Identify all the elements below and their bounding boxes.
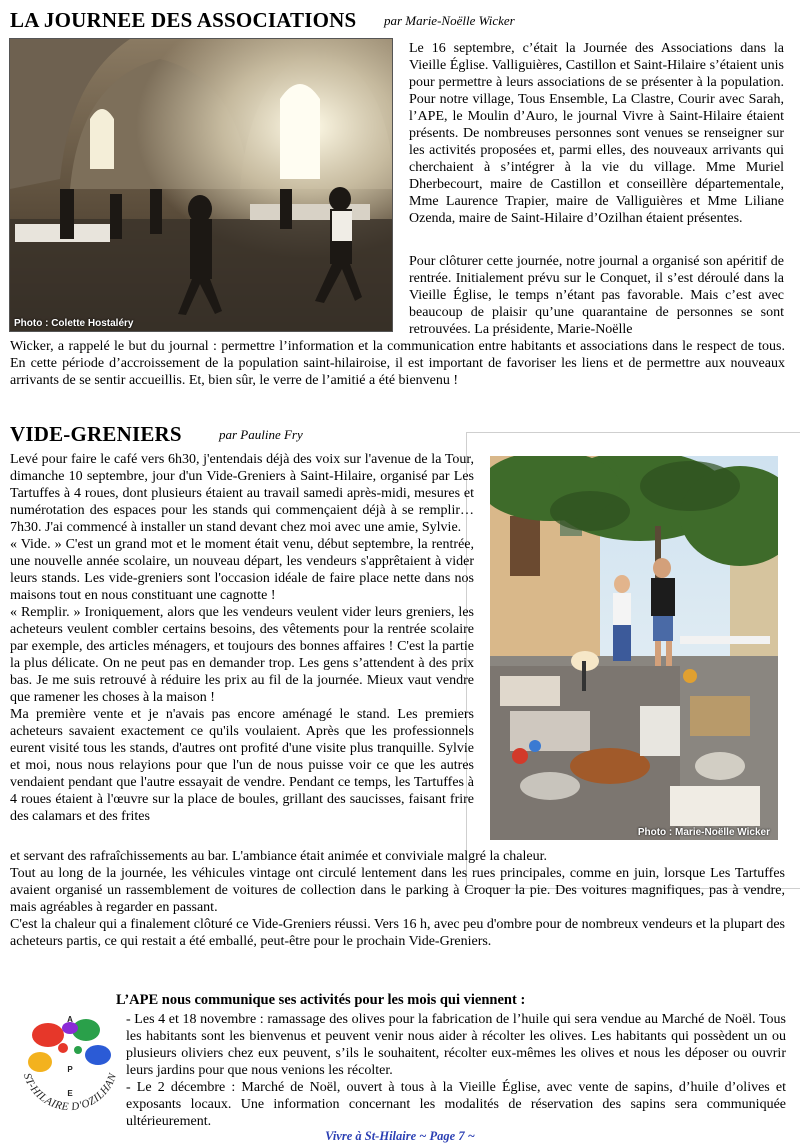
ape-title: L’APE nous communique ses activités pour les mois qui viennent : [116, 992, 526, 1008]
vide-full-p2: Tout au long de la journée, les véhicules vintage ont circulé lentement dans les rues principales, comme en juin, lorsque Les Tartuffes avaient organisé un rassemblement de voitures de collection dans le parking à Croquer la pie. Des voitures magnifiques, pas à vendre, mais agréables à regarder en passant. [10, 866, 785, 915]
vide-column-text [10, 451, 474, 825]
church-interior-image [10, 39, 392, 331]
ape-logo-letter-e: E [67, 1089, 73, 1098]
ape-items [126, 1011, 786, 1130]
ape-item-1: - Les 4 et 18 novembre : ramassage des olives pour la fabrication de l’huile qui sera vendue au Marché de Noël. Tous les habitants sont les bienvenus et peuvent venir nous aider à récolter les olives. Les habitants qui possèdent un ou plusieurs oliviers chez eux peuvent, s’ils le souhaitent, récolter eux-mêmes les olives et nous les déposer ou ouvrir leurs jardins pour que nous venions les récolter. [126, 1012, 786, 1078]
ape-logo-icon [8, 1000, 133, 1125]
page-footer: Vivre à St-Hilaire ~ Page 7 ~ [325, 1129, 475, 1143]
vide-photo-caption: Photo : Marie-Noëlle Wicker [637, 827, 770, 838]
assoc-para2a-text: Pour clôturer cette journée, notre journal a organisé son apéritif de rentrée. Initialement prévu sur le Conquet, il s’est déroulé dans la Vieille Église, le temps n’étant pas favorable. Mais c’est avec beaucoup de plaisir qu’une quarantaine de personnes se sont retrouvées. La présidente, Marie-Noëlle [409, 254, 784, 337]
ape-logo-letter-p: P [67, 1065, 73, 1074]
ape-item-2: - Le 2 décembre : Marché de Noël, ouvert à tous à la Vieille Église, avec vente de sapins, d’huile d’olives et exposants locaux. Une information concernant les modalités de réservation des sapins sera communiquée ultérieurement. [126, 1080, 786, 1129]
vide-col-p1: Levé pour faire le café vers 6h30, j'entendais déjà des voix sur l'avenue de la Tour, dimanche 10 septembre, jour d'un Vide-Greniers à Saint-Hilaire, organisé par Les Tartuffes à 4 roues, dont plusieurs étaient au travail samedi après-midi, mesures et numérotation des espaces pour les stands qui commençaient déjà à se remplir… 7h30. J'ai commencé à installer un stand devant chez moi avec une amie, Sylvie. [10, 452, 474, 535]
assoc-photo [9, 38, 393, 332]
assoc-para2-top [409, 253, 784, 338]
vide-photo [490, 456, 778, 840]
vide-full-text [10, 848, 785, 950]
assoc-para2-full [10, 338, 785, 389]
vide-col-p4: Ma première vente et je n'avais pas encore aménagé le stand. Les premiers acheteurs savaient exactement ce qu'ils voulaient. Après que les professionnels eurent visité tous les stands, d'autres ont profité d'une visite plus tranquille. Sylvie et moi, nous nous relayions pour que l'un de nous puisse voir ce que les autres vendaient pendant que l'autre essayait de vendre. Pendant ce temps, les Tartuffes à 4 roues étaient à l'œuvre sur la place de boules, grillant des saucisses, faisant frire des calamars et des frites [10, 707, 474, 824]
vide-col-p2: « Vide. » C'est un grand mot et le moment était venu, début septembre, la rentrée, une nouvelle année scolaire, un nouveau départ, les vendeurs s'apprêtaient à vider leurs stands. Les vide-greniers sont l'occasion idéale de faire place nette dans nos maisons tout en nous constituant une cagnotte ! [10, 537, 474, 603]
ape-logo [8, 1000, 133, 1125]
ape-logo-letter-a: A [67, 1015, 73, 1024]
ape-logo-ring-text: ST-HILAIRE D'OZILHAN [20, 1071, 120, 1114]
assoc-byline: par Marie-Noëlle Wicker [384, 13, 515, 28]
assoc-title: LA JOURNEE DES ASSOCIATIONS [10, 8, 357, 32]
vide-byline: par Pauline Fry [219, 427, 303, 442]
assoc-para1-text: Le 16 septembre, c’était la Journée des Associations dans la Vieille Église. Valliguières, Castillon et Saint-Hilaire s’étaient unis pour permettre à leurs associations de se présenter à la population. Pour notre village, Tous Ensemble, La Clastre, Courir avec Sarah, l’APE, le Moulin d’Auro, le journal Vivre à Saint-Hilaire étaient présents. De nombreuses personnes sont venues se renseigner sur les activités proposées et, parmi elles, des nouveaux arrivants qui cherchaient à s’intégrer à la vie du village. Mme Muriel Dherbecourt, maire de Castillon et conseillère départementale, Mme Laurence Trapier, maire de Valliguières et Mme Liliane Ozenda, maire de Saint-Hilaire d’Ozilhan étaient présentes. [409, 41, 784, 226]
vide-full-p3: C'est la chaleur qui a finalement clôturé ce Vide-Greniers réussi. Vers 16 h, avec peu d'ombre pour de nombreux vendeurs et la plupart des acheteurs partis, ce qui restait a été emballé, peut-être pour le prochain Vide-Greniers. [10, 917, 785, 949]
vide-title: VIDE-GRENIERS [10, 422, 182, 446]
vide-full-p1: et servant des rafraîchissements au bar. L'ambiance était animée et conviviale malgré la chaleur. [10, 849, 548, 864]
market-stall-image [490, 456, 778, 840]
assoc-photo-caption: Photo : Colette Hostaléry [14, 318, 134, 329]
assoc-para2b-text: Wicker, a rappelé le but du journal : permettre l’information et la communication entre habitants et associations dans le respect de tous. En cette période d’accroissement de la population saint-hilairoise, il est important de favoriser les liens et de permettre aux nouveaux arrivants de se sentir accueillis. Et, bien sûr, le verre de l’amitié a été bienvenu ! [10, 339, 785, 388]
assoc-para1 [409, 40, 784, 227]
vide-col-p3: « Remplir. » Ironiquement, alors que les vendeurs veulent vider leurs greniers, les acheteurs veulent combler certains besoins, des vêtements pour la rentrée scolaire par exemple, des articles ménagers, et toujours des bonnes affaires ! C'est la partie la plus délicate. On ne peut pas en demander trop. Les gens s’attendent à des prix bas. Je me suis retrouvé à réduire les prix au fil de la journée. Mieux vaut vendre que ramener les choses à la maison ! [10, 605, 474, 705]
